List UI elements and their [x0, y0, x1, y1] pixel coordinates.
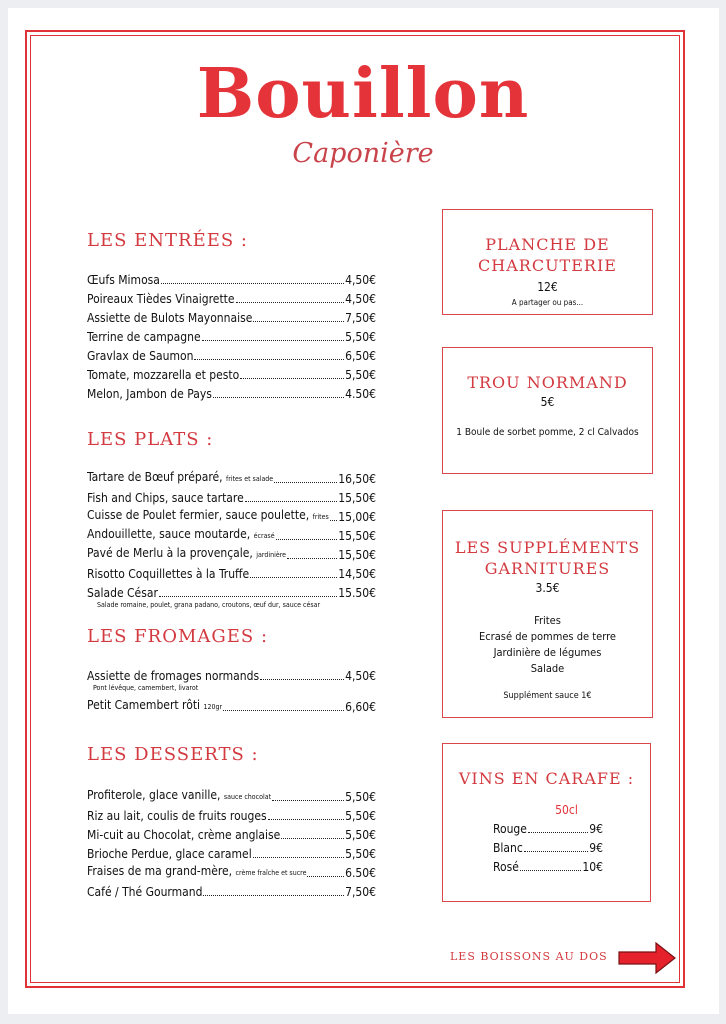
menu-item: Profiterole, glace vanille, sauce chocolat 5,50€: [87, 788, 376, 804]
wine-row: Rosé 10€: [493, 860, 603, 874]
plats-list: [87, 467, 376, 612]
list-item: Jardinière de légumes: [493, 646, 602, 659]
menu-item: Petit Camembert rôti 120gr 6,60€: [87, 698, 376, 714]
menu-item: Terrine de campagne 5,50€: [87, 330, 376, 344]
menu-item: Fraises de ma grand-mère, crème fraîche et sucre 6.50€: [87, 864, 376, 880]
menu-item: Risotto Coquillettes à la Truffe 14,50€: [87, 567, 376, 581]
menu-item: Pavé de Merlu à la provençale, jardinière 15,50€: [87, 546, 376, 562]
drinks-on-back-note: LES BOISSONS AU DOS: [450, 950, 608, 963]
list-item: Salade: [530, 662, 565, 675]
menu-item: Cuisse de Poulet fermier, sauce poulette, frites 15,00€: [87, 508, 376, 524]
wine-size: 50cl: [555, 803, 578, 817]
menu-item: Andouillette, sauce moutarde, écrasé 15,50€: [87, 527, 376, 543]
menu-item: Œufs Mimosa 4,50€: [87, 273, 376, 287]
menu-item: Salade César 15.50€: [87, 586, 376, 600]
menu-item: Café / Thé Gourmand 7,50€: [87, 885, 376, 899]
box-price: 12€: [537, 280, 558, 294]
plats-heading: LES PLATS :: [87, 429, 214, 450]
box-title: VINS EN CARAFE :: [458, 769, 635, 788]
box-title: TROU NORMAND: [467, 373, 628, 392]
menu-item: Gravlax de Saumon 6,50€: [87, 349, 376, 363]
sauce-supplement: Supplément sauce 1€: [503, 691, 592, 701]
garnitures-list: [443, 613, 652, 677]
list-item: Ecrasé de pommes de terre: [478, 630, 616, 643]
restaurant-subtitle: Caponière: [292, 138, 434, 169]
item-description: Salade romaine, poulet, grana padano, croutons, œuf dur, sauce césar: [97, 601, 321, 609]
box-note: A partager ou pas...: [511, 298, 584, 307]
box-title: LES SUPPLÉMENTS GARNITURES: [454, 538, 641, 578]
desserts-list: [87, 785, 376, 899]
box-price: 3.5€: [535, 581, 560, 595]
menu-item: Melon, Jambon de Pays 4.50€: [87, 387, 376, 401]
fromages-heading: LES FROMAGES :: [87, 626, 269, 647]
charcuterie-box: [442, 209, 653, 315]
box-price: 5€: [540, 395, 555, 409]
trou-normand-box: [442, 347, 653, 474]
entrees-heading: LES ENTRÉES :: [87, 230, 248, 251]
supplements-box: [442, 510, 653, 718]
menu-item: Tartare de Bœuf préparé, frites et salade 16,50€: [87, 470, 376, 486]
menu-item: Poireaux Tièdes Vinaigrette 4,50€: [87, 292, 376, 306]
menu-item: Assiette de fromages normands 4,50€: [87, 669, 376, 683]
box-title: PLANCHE DE CHARCUTERIE: [478, 235, 617, 275]
restaurant-title: Bouillon: [196, 54, 530, 134]
vins-box: [442, 743, 651, 902]
box-desc: 1 Boule de sorbet pomme, 2 cl Calvados: [456, 427, 639, 438]
menu-item: Fish and Chips, sauce tartare 15,50€: [87, 491, 376, 505]
wine-row: Rouge 9€: [493, 822, 603, 836]
menu-item: Brioche Perdue, glace caramel 5,50€: [87, 847, 376, 861]
menu-item: Tomate, mozzarella et pesto 5,50€: [87, 368, 376, 382]
menu-item: Assiette de Bulots Mayonnaise 7,50€: [87, 311, 376, 325]
list-item: Frites: [534, 614, 561, 627]
menu-item: Riz au lait, coulis de fruits rouges 5,50€: [87, 809, 376, 823]
arrow-right-icon: [618, 942, 676, 974]
wine-row: Blanc 9€: [493, 841, 603, 855]
desserts-heading: LES DESSERTS :: [87, 744, 259, 765]
entrees-list: [87, 268, 376, 401]
item-description: Pont lévêque, camembert, livarot: [93, 684, 199, 692]
menu-item: Mi-cuit au Chocolat, crème anglaise 5,50€: [87, 828, 376, 842]
fromages-list: [87, 664, 376, 714]
